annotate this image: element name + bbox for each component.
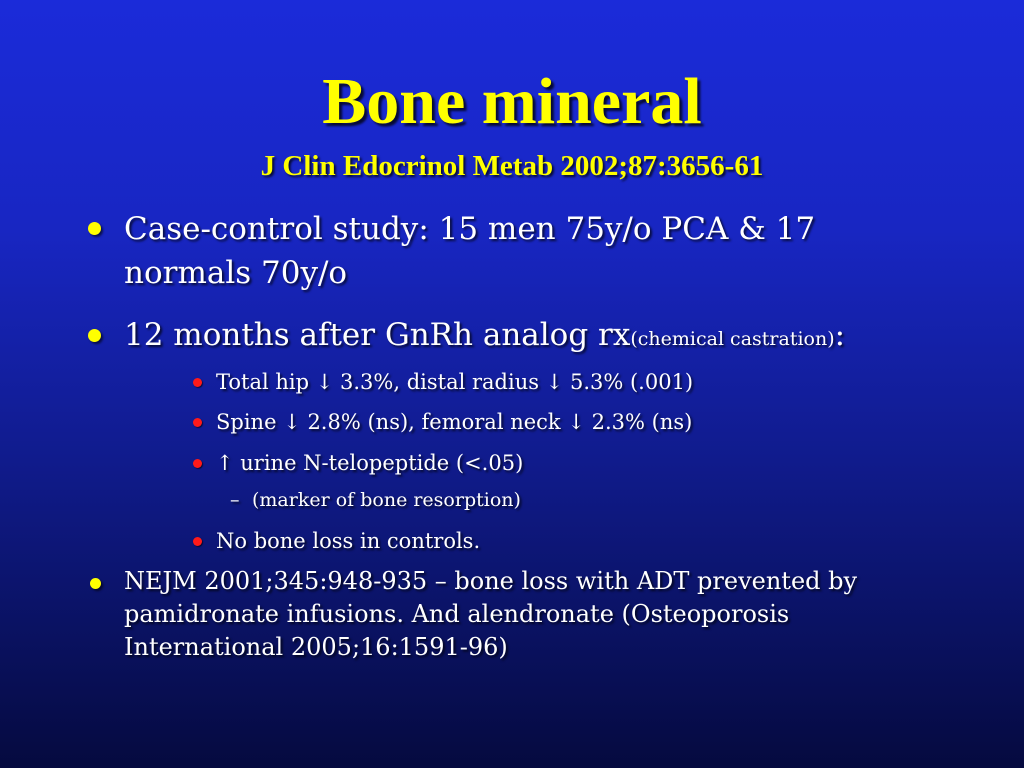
bullet-item-gnrh-suffix: : [834,317,846,353]
bullet-item-case-control: Case-control study: 15 men 75y/o PCA & 17 normals 70y/o [124,211,816,291]
subbullet-item-no-bone-loss: No bone loss in controls. [216,529,481,553]
bullet-item-gnrh-small: (chemical castration) [630,328,835,350]
bullet-item-gnrh-text: 12 months after GnRh analog rx [124,317,631,353]
subbullet-item-total-hip: Total hip ↓ 3.3%, distal radius ↓ 5.3% (.001) [216,370,694,394]
subbullet-item-telopeptide: ↑ urine N-telopeptide (<.05) [216,451,524,475]
bullet-dot [90,578,101,589]
subbullet-dot [193,537,202,546]
slide-title: Bone mineral [322,65,702,138]
bullet-item-gnrh [124,313,984,361]
subbullet-dot [193,418,202,427]
subbullet-item-spine: Spine ↓ 2.8% (ns), femoral neck ↓ 2.3% (ns) [216,410,693,434]
subsubbullet-item-marker: (marker of bone resorption) [252,489,521,511]
bullet-dot [88,222,101,235]
bullet-dot [88,329,101,342]
subbullet-dot [193,378,202,387]
subbullet-dot [193,459,202,468]
subsubbullet-dash: – [230,489,240,511]
slide-subtitle: J Clin Edocrinol Metab 2002;87:3656-61 [260,150,764,182]
bullet-item-nejm: NEJM 2001;345:948-935 – bone loss with ADT prevented by pamidronate infusions. And alendronate (Osteoporosis International 2005;16:1591-96) [124,567,858,661]
